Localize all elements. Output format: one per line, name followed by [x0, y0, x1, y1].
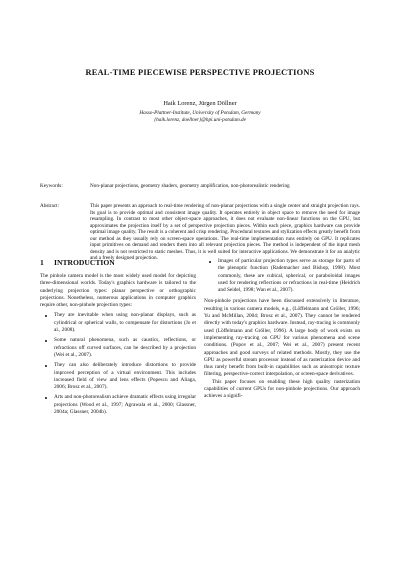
abstract-label: Abstract:: [40, 203, 60, 209]
list-item-text: Images of particular projection types serve as storage for parts of the plenoptic function (Rademacher and Bishop, 1998). Most commonly, these are cubical, spherical, or paraboloidal images used for rendering reflections or refractions in real-time (Heidrich and Seidel, 1998; Wan et al., 2007).: [218, 258, 360, 294]
list-item: [40, 394, 196, 416]
intro-paragraph-1: The pinhole camera model is the most widely used model for depicting three-dimensional worlds. Today's graphics hardware is tailored to the underlying projection types: planar perspective or orthographic projections. Nonetheless, numerous applications in computer graphics require other, non-pinhole projection types:: [40, 273, 196, 309]
section-heading: [40, 258, 196, 267]
bullet-icon: [45, 340, 47, 342]
list-item-text: Some natural phenomena, such as caustics, reflections, or refractions off curved surfaces, can be described by a projection (Wei et al., 2007).: [54, 337, 196, 358]
paper-title: REAL-TIME PIECEWISE PERSPECTIVE PROJECTIONS: [85, 68, 315, 77]
list-item: [204, 258, 360, 294]
paper-authors: Haik Lorenz, Jürgen Döllner: [163, 100, 237, 107]
intro-bullet-list-continued: [204, 258, 360, 294]
abstract-text: This paper presents an approach to real-time rendering of non-planar projections with a single center and straight projection rays. Its goal is to provide optimal and consistent image quality. It operates entirely in object space to remove the need for image resampling. In contrast to most other object-space approaches, it does not evaluate non-linear functions on the GPU, but approximates the projection itself by a set of perspective projection pieces. Within each piece, graphics hardware can provide optimal image quality. The result is a coherent and crisp rendering. Procedural textures and stylization effects greatly benefit from our method as they usually rely on screen-space operations. The real-time implementation runs entirely on GPU. It replicates input primitives on demand and renders them into all relevant projection pieces. The method is independent of the input mesh density and is not restricted to static meshes. Thus, it is well suited for interactive applications. We demonstrate it for an analytic and a freely designed projection.: [90, 203, 360, 261]
section-number: 1: [40, 258, 44, 267]
list-item-text: Arts and non-photorealism achieve dramatic effects using irregular projections (Wood et al., 1997; Agrawala et al., 2000; Glassner, 2004a; Glassner, 2004b).: [54, 394, 196, 416]
keywords-text: Non-planar projections, geometry shaders, geometry amplification, non-photorealistic rendering: [90, 183, 290, 189]
keywords-label: Keywords:: [40, 183, 63, 189]
right-column: [204, 258, 360, 401]
affiliation-email: {haik.lorenz, doellner}@hpi.uni-potsdam.de: [154, 117, 246, 124]
list-item: [40, 362, 196, 391]
intro-paragraph-3: This paper focuses on enabling these high quality rasterization capabilities of current GPUs for non-pinhole projections. Our approach achieves a signifi-: [204, 378, 360, 400]
affiliation-institute: Hasso-Plattner-Institute, University of Potsdam, Germany: [139, 110, 261, 116]
paper-affiliation: [40, 110, 360, 125]
bullet-icon: [45, 397, 47, 399]
bullet-icon: [209, 261, 211, 263]
list-item: [40, 337, 196, 359]
bullet-icon: [45, 315, 47, 317]
list-item: [40, 312, 196, 334]
section-title: INTRODUCTION: [54, 258, 115, 267]
intro-paragraph-2: Non-pinhole projections have been discussed extensively in literature, resulting in various camera models, e.g., (Löffelmann and Gröller, 1996; Yu and McMillan, 2004; Brosz et al., 2007). They cannot be rendered directly with today's graphics hardware. Instead, ray-tracing is commonly used (Löffelmann and Gröller, 1996). A large body of work exists on implementing ray-tracing on GPU for various phenomena and scene conditions. (Popov et al., 2007; Wei et al., 2007) present recent approaches and good surveys of related methods. Mostly, they use the GPU as powerful stream processor instead of as rasterization device and thus rarely benefit from built-in capabilities such as anisotropic texture filtering, perspective-correct interpolation, or screen-space derivatives.: [204, 298, 360, 378]
bullet-icon: [45, 365, 47, 367]
list-item-text: They can also deliberately introduce distortions to provide improved perception of a virtual environment. This includes increased field of view and lens effects (Popescu and Aliaga, 2006; Brosz et al., 2007).: [54, 362, 196, 391]
intro-bullet-list: [40, 312, 196, 416]
left-column: [40, 258, 196, 419]
list-item-text: They are inevitable when using non-planar displays, such as cylindrical or spherical walls, to compensate for distortions (Jo et al., 2008).: [54, 312, 196, 334]
